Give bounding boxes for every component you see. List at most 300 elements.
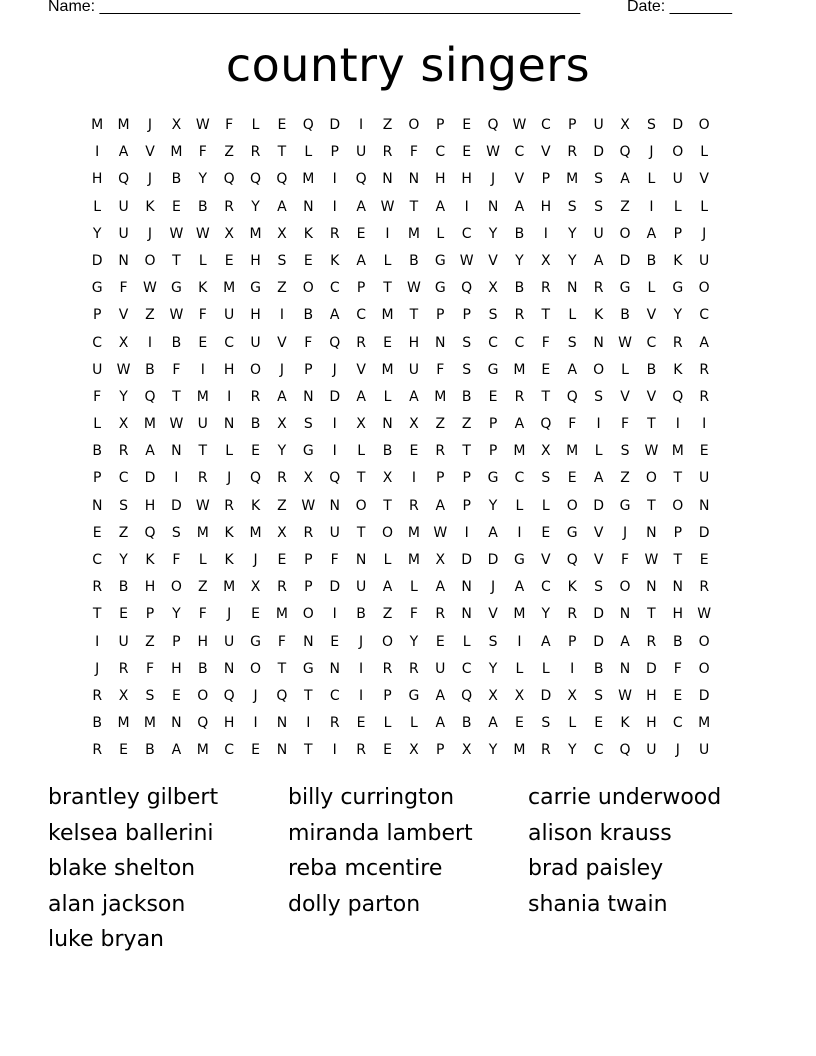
grid-letter: U <box>92 361 103 378</box>
grid-letter: N <box>408 171 420 188</box>
grid-letter: I <box>596 416 601 433</box>
grid-letter: H <box>250 252 261 269</box>
grid-letter: D <box>593 144 604 161</box>
grid-letter: R <box>250 144 261 161</box>
grid-letter: I <box>359 687 364 704</box>
grid-letter: U <box>699 742 710 759</box>
grid-letter: F <box>119 280 128 297</box>
grid-letter: O <box>645 470 657 487</box>
grid-letter: X <box>541 252 551 269</box>
grid-letter: I <box>543 225 548 242</box>
grid-letter: A <box>593 252 604 269</box>
grid-letter: Y <box>488 497 498 514</box>
grid-letter: H <box>223 715 235 732</box>
grid-letter: E <box>541 361 551 378</box>
grid-letter: Q <box>223 171 235 188</box>
grid-letter: F <box>330 552 339 568</box>
grid-letter: E <box>673 687 683 704</box>
grid-letter: F <box>198 307 207 324</box>
grid-letter: I <box>332 416 337 433</box>
grid-letter: B <box>672 633 683 650</box>
grid-letter: U <box>672 171 683 188</box>
grid-letter: P <box>673 225 683 242</box>
grid-letter: Q <box>672 388 684 405</box>
word-list-item: alison krauss <box>528 820 672 846</box>
grid-letter: J <box>490 171 496 188</box>
grid-letter: L <box>647 171 656 188</box>
grid-letter: V <box>646 307 657 324</box>
grid-letter: B <box>197 660 208 677</box>
grid-letter: I <box>147 334 153 351</box>
grid-letter: T <box>198 443 208 460</box>
grid-letter: M <box>513 742 526 759</box>
grid-letter: B <box>593 660 604 677</box>
grid-letter: T <box>92 606 102 623</box>
grid-letter: L <box>225 443 234 460</box>
grid-letter: K <box>145 552 155 568</box>
grid-letter: X <box>118 687 129 704</box>
grid-letter: A <box>514 416 525 433</box>
grid-letter: Y <box>251 198 260 215</box>
grid-letter: O <box>593 361 605 378</box>
grid-letter: V <box>541 552 551 568</box>
grid-letter: N <box>566 280 578 297</box>
grid-letter: U <box>118 225 129 242</box>
grid-letter: U <box>408 361 419 378</box>
grid-letter: X <box>461 742 472 759</box>
grid-letter: P <box>462 307 471 324</box>
grid-row <box>84 737 744 764</box>
grid-letter: R <box>514 388 525 405</box>
grid-row <box>84 112 744 139</box>
grid-letter: I <box>332 198 337 215</box>
grid-letter: B <box>620 307 630 324</box>
grid-letter: R <box>567 144 578 161</box>
grid-row <box>84 465 744 492</box>
grid-letter: E <box>594 715 604 732</box>
grid-letter: M <box>434 388 447 405</box>
grid-row <box>84 520 744 547</box>
grid-letter: S <box>119 497 129 514</box>
grid-letter: E <box>277 552 287 568</box>
grid-letter: R <box>277 470 287 487</box>
grid-letter: P <box>145 606 155 623</box>
grid-letter: O <box>144 252 156 269</box>
grid-letter: Y <box>567 742 577 759</box>
grid-letter: T <box>304 742 313 759</box>
grid-row <box>84 357 744 384</box>
grid-letter: A <box>646 225 657 242</box>
grid-letter: E <box>251 742 260 759</box>
grid-letter: O <box>698 280 710 297</box>
grid-letter: B <box>461 715 472 732</box>
grid-letter: M <box>91 117 104 133</box>
grid-letter: N <box>276 715 288 732</box>
grid-letter: Q <box>144 524 156 541</box>
grid-letter: W <box>169 225 184 242</box>
grid-letter: E <box>224 252 234 269</box>
grid-letter: I <box>227 388 232 405</box>
grid-letter: L <box>594 443 603 460</box>
grid-letter: O <box>672 144 684 161</box>
grid-letter: Y <box>515 252 524 269</box>
grid-letter: W <box>169 307 184 324</box>
grid-letter: U <box>250 334 261 351</box>
date-field-label: Date: _______ <box>627 0 732 15</box>
grid-letter: J <box>675 742 680 759</box>
grid-letter: Y <box>673 307 683 324</box>
grid-letter: Y <box>92 225 102 242</box>
grid-letter: B <box>250 416 261 433</box>
grid-letter: L <box>383 715 392 732</box>
grid-letter: D <box>540 687 552 704</box>
grid-letter: E <box>171 687 181 704</box>
grid-letter: O <box>619 579 631 596</box>
grid-letter: O <box>302 280 314 297</box>
word-list-item: shania twain <box>528 891 668 917</box>
word-list-item: alan jackson <box>48 891 186 917</box>
grid-letter: F <box>568 416 577 433</box>
grid-letter: W <box>406 280 421 297</box>
grid-letter: L <box>647 280 656 297</box>
grid-letter: P <box>304 552 313 568</box>
grid-letter: J <box>227 606 232 623</box>
grid-letter: T <box>172 252 181 269</box>
grid-letter: K <box>224 524 234 541</box>
grid-letter: C <box>329 687 340 704</box>
grid-letter: Q <box>250 171 262 188</box>
grid-letter: A <box>567 361 578 378</box>
grid-letter: T <box>647 416 656 433</box>
grid-letter: N <box>619 606 631 623</box>
grid-letter: I <box>675 416 680 433</box>
grid-letter: A <box>541 633 551 650</box>
grid-letter: P <box>488 443 498 460</box>
grid-letter: F <box>304 334 313 351</box>
grid-letter: P <box>462 497 471 514</box>
grid-letter: M <box>513 361 526 378</box>
grid-letter: E <box>462 117 472 133</box>
grid-letter: S <box>594 198 604 215</box>
grid-letter: B <box>118 579 129 596</box>
grid-letter: W <box>644 443 659 460</box>
grid-letter: P <box>488 416 498 433</box>
grid-letter: O <box>381 524 393 541</box>
word-list-item: brantley gilbert <box>48 785 219 810</box>
grid-letter: A <box>488 524 498 541</box>
grid-letter: G <box>250 280 261 297</box>
grid-letter: G <box>487 470 499 487</box>
grid-letter: R <box>567 606 578 623</box>
grid-letter: W <box>618 334 632 351</box>
grid-letter: Q <box>461 687 473 704</box>
grid-letter: J <box>147 117 153 133</box>
grid-letter: M <box>117 117 130 133</box>
grid-letter: L <box>409 579 418 596</box>
grid-letter: N <box>593 334 604 351</box>
grid-letter: X <box>224 225 234 242</box>
grid-letter: S <box>567 334 577 351</box>
grid-letter: A <box>488 715 498 732</box>
grid-letter: I <box>359 117 364 133</box>
grid-letter: T <box>304 687 313 704</box>
grid-letter: N <box>303 198 314 215</box>
grid-letter: S <box>462 334 472 351</box>
grid-letter: Z <box>118 524 129 541</box>
grid-row <box>84 139 744 166</box>
grid-letter: I <box>95 633 100 650</box>
grid-letter: Z <box>145 307 155 324</box>
grid-letter: B <box>303 307 314 324</box>
grid-letter: M <box>249 524 262 541</box>
grid-letter: X <box>488 687 498 704</box>
grid-letter: Q <box>250 470 262 487</box>
grid-letter: M <box>170 144 183 161</box>
grid-letter: E <box>251 606 260 623</box>
grid-letter: A <box>356 198 366 215</box>
grid-letter: E <box>251 443 260 460</box>
grid-letter: O <box>672 497 684 514</box>
grid-letter: S <box>145 687 155 704</box>
grid-letter: R <box>356 334 366 351</box>
grid-letter: H <box>540 198 552 215</box>
grid-letter: Y <box>541 606 551 623</box>
grid-letter: I <box>464 524 469 541</box>
grid-letter: V <box>593 524 604 541</box>
word-list-item: carrie underwood <box>528 785 722 810</box>
grid-letter: V <box>514 171 525 188</box>
grid-letter: S <box>567 198 577 215</box>
word-list-item: miranda lambert <box>288 820 473 846</box>
grid-letter: N <box>276 742 288 759</box>
word-list-item: kelsea ballerini <box>48 820 214 846</box>
grid-letter: C <box>224 334 235 351</box>
grid-letter: N <box>487 198 499 215</box>
grid-letter: T <box>383 280 392 297</box>
grid-letter: D <box>91 252 103 269</box>
puzzle-title: country singers <box>225 38 591 92</box>
grid-letter: S <box>541 715 551 732</box>
grid-letter: L <box>198 252 207 269</box>
grid-row <box>84 302 744 329</box>
grid-letter: M <box>223 280 236 297</box>
grid-letter: A <box>277 388 287 405</box>
grid-letter: T <box>277 660 287 677</box>
grid-letter: Q <box>619 144 631 161</box>
grid-letter: X <box>277 225 287 242</box>
grid-row <box>84 574 744 601</box>
grid-letter: N <box>223 416 235 433</box>
grid-letter: E <box>277 117 287 133</box>
grid-letter: O <box>197 687 209 704</box>
grid-letter: L <box>251 117 260 133</box>
grid-letter: A <box>699 334 709 351</box>
grid-letter: X <box>250 579 261 596</box>
grid-letter: R <box>92 687 103 704</box>
grid-letter: R <box>435 606 446 623</box>
grid-letter: C <box>356 307 366 324</box>
grid-letter: U <box>699 252 710 269</box>
grid-letter: C <box>672 715 683 732</box>
grid-row <box>84 330 744 357</box>
grid-letter: F <box>541 334 550 351</box>
grid-letter: S <box>303 416 313 433</box>
grid-letter: U <box>224 633 235 650</box>
grid-letter: L <box>93 198 102 215</box>
grid-letter: K <box>330 252 340 269</box>
grid-letter: L <box>383 552 392 568</box>
grid-letter: R <box>514 307 525 324</box>
grid-letter: W <box>697 606 712 623</box>
grid-letter: F <box>172 552 181 568</box>
grid-letter: E <box>515 715 524 732</box>
grid-letter: W <box>459 252 474 269</box>
grid-letter: X <box>118 334 129 351</box>
grid-letter: X <box>356 416 366 433</box>
grid-letter: O <box>250 361 262 378</box>
grid-letter: S <box>462 361 472 378</box>
grid-letter: I <box>332 742 337 759</box>
grid-letter: Z <box>620 470 630 487</box>
grid-letter: F <box>620 552 630 568</box>
grid-letter: K <box>567 579 577 596</box>
grid-letter: S <box>488 633 498 650</box>
grid-letter: Q <box>144 388 156 405</box>
grid-letter: R <box>672 334 683 351</box>
grid-letter: N <box>382 416 393 433</box>
grid-letter: J <box>147 171 153 188</box>
grid-letter: G <box>619 497 631 514</box>
grid-letter: N <box>698 497 710 514</box>
grid-letter: V <box>488 252 498 269</box>
grid-letter: P <box>568 633 577 650</box>
grid-letter: D <box>461 552 473 568</box>
grid-letter: T <box>647 606 656 623</box>
grid-letter: N <box>171 715 182 732</box>
grid-letter: M <box>143 715 157 732</box>
grid-letter: L <box>436 225 445 242</box>
grid-letter: Q <box>276 687 288 704</box>
grid-letter: T <box>541 388 551 405</box>
grid-letter: Q <box>197 715 209 732</box>
grid-letter: S <box>646 117 656 133</box>
grid-letter: X <box>488 280 498 297</box>
grid-row <box>84 601 744 628</box>
grid-letter: P <box>92 470 102 487</box>
grid-letter: A <box>409 388 419 405</box>
grid-letter: A <box>277 198 287 215</box>
grid-letter: L <box>515 497 524 514</box>
grid-letter: J <box>702 225 707 242</box>
grid-letter: M <box>117 715 130 732</box>
grid-letter: B <box>145 361 155 378</box>
grid-letter: E <box>567 470 577 487</box>
grid-letter: D <box>698 687 710 704</box>
grid-letter: B <box>171 171 182 188</box>
grid-letter: D <box>646 660 657 677</box>
grid-letter: L <box>383 388 392 405</box>
grid-letter: D <box>619 252 631 269</box>
grid-letter: C <box>92 334 103 351</box>
grid-letter: K <box>303 225 313 242</box>
grid-letter: M <box>407 552 420 568</box>
word-list-item: brad paisley <box>528 856 664 881</box>
grid-letter: N <box>646 524 657 541</box>
grid-letter: Y <box>277 443 287 460</box>
grid-letter: H <box>91 171 103 188</box>
grid-letter: F <box>277 633 286 650</box>
grid-letter: R <box>409 497 419 514</box>
grid-letter: N <box>355 552 367 568</box>
grid-letter: H <box>144 579 156 596</box>
grid-letter: T <box>409 307 419 324</box>
grid-letter: U <box>593 117 604 133</box>
grid-letter: C <box>540 117 551 133</box>
grid-letter: S <box>277 252 287 269</box>
grid-letter: L <box>700 198 709 215</box>
grid-letter: N <box>329 660 340 677</box>
grid-letter: E <box>330 633 340 650</box>
grid-letter: U <box>435 660 446 677</box>
grid-letter: Y <box>567 252 577 269</box>
grid-letter: N <box>171 443 182 460</box>
grid-letter: X <box>303 470 314 487</box>
grid-letter: Y <box>119 552 128 568</box>
grid-letter: B <box>197 198 208 215</box>
grid-letter: Y <box>567 225 577 242</box>
grid-letter: M <box>196 524 209 541</box>
grid-row <box>84 194 744 221</box>
grid-letter: A <box>514 198 525 215</box>
grid-letter: H <box>144 497 156 514</box>
grid-letter: J <box>359 633 364 650</box>
grid-letter: R <box>699 579 710 596</box>
grid-letter: Q <box>223 687 235 704</box>
grid-letter: G <box>91 280 103 297</box>
grid-letter: Y <box>488 742 498 759</box>
grid-letter: U <box>646 742 657 759</box>
grid-letter: V <box>620 388 630 405</box>
grid-letter: C <box>488 334 498 351</box>
grid-letter: U <box>197 416 208 433</box>
grid-letter: I <box>702 416 707 433</box>
word-list-item: blake shelton <box>48 856 196 881</box>
grid-letter: X <box>409 416 419 433</box>
grid-letter: Q <box>461 280 473 297</box>
grid-letter: N <box>303 388 314 405</box>
grid-letter: A <box>435 497 446 514</box>
grid-letter: Q <box>302 117 314 133</box>
grid-letter: G <box>302 443 314 460</box>
grid-letter: Y <box>172 606 181 623</box>
grid-letter: P <box>304 361 313 378</box>
grid-letter: R <box>382 144 393 161</box>
grid-letter: O <box>381 633 393 650</box>
grid-letter: O <box>566 497 578 514</box>
grid-letter: E <box>383 334 392 351</box>
grid-letter: E <box>303 252 313 269</box>
grid-letter: R <box>118 660 129 677</box>
grid-row <box>84 629 744 656</box>
grid-letter: F <box>673 660 682 677</box>
grid-letter: S <box>488 307 498 324</box>
grid-letter: R <box>277 579 287 596</box>
grid-letter: C <box>514 470 525 487</box>
grid-letter: T <box>673 470 683 487</box>
grid-letter: G <box>672 280 684 297</box>
grid-letter: J <box>147 225 153 242</box>
grid-letter: H <box>408 334 420 351</box>
